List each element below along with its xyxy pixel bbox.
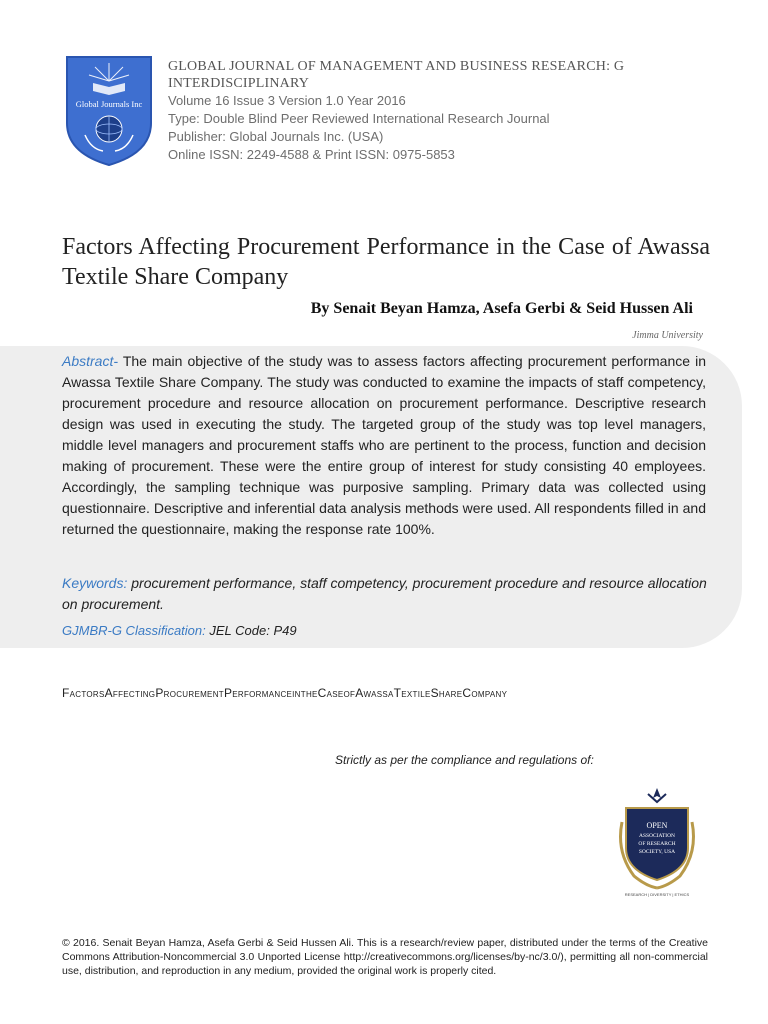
global-journals-logo xyxy=(63,53,155,167)
abstract-text: The main objective of the study was to assess factors affecting procurement performance in Awassa Textile Share Company. The study was conducted to examine the impacts of staff competency, procurement procedure and resource allocation on procurement performance. Descriptive research design was used in executing the study. The targeted group of the study was top level managers, middle level managers and procurement staffs who are pertinent to the process, function and decision making of procurement. These were the entire group of interest for study consisting 40 employees. Accordingly, the sampling technique was purposive sampling. Primary data was collected using questionnaire. Descriptive and inferential data analysis methods were used. All respondents filled in and returned the questionnaire, making the response rate 100%. xyxy=(62,353,706,537)
keywords xyxy=(62,573,712,615)
affiliation: Jimma University xyxy=(632,330,703,341)
keywords-label: Keywords: xyxy=(62,575,128,591)
logo-text: Global Journals Inc xyxy=(75,99,143,109)
journal-title-line1: GLOBAL JOURNAL OF MANAGEMENT AND BUSINESS RESEARCH: G xyxy=(168,59,625,74)
seal-line3: OF RESEARCH xyxy=(638,841,676,847)
journal-info xyxy=(168,58,688,164)
issn: Online ISSN: 2249-4588 & Print ISSN: 0975-5853 xyxy=(168,147,455,162)
seal-line2: ASSOCIATION xyxy=(638,833,676,839)
classification-text: JEL Code: P49 xyxy=(209,623,297,638)
seal-motto: RESEARCH | DIVERSITY | ETHICS xyxy=(624,892,690,897)
compliance-note: Strictly as per the compliance and regulations of: xyxy=(335,753,594,767)
abstract xyxy=(62,351,706,540)
journal-title-line2: INTERDISCIPLINARY xyxy=(168,76,310,91)
authors: By Senait Beyan Hamza, Asefa Gerbi & Seid Hussen Ali xyxy=(310,300,693,317)
seal-line4: SOCIETY, USA xyxy=(638,849,676,855)
copyright-notice: © 2016. Senait Beyan Hamza, Asefa Gerbi & Seid Hussen Ali. This is a research/review paper, distributed under the terms of the Creative Commons Attribution-Noncommercial 3.0 Unported License http://creativecommons.org/licenses/by-nc/3.0/), permitting all non-commercial use, distribution, and reproduction in any medium, provided the original work is properly cited. xyxy=(62,937,708,977)
classification-label: GJMBR-G Classification: xyxy=(62,623,206,638)
paper-title: Factors Affecting Procurement Performance in the Case of Awassa Textile Share Company xyxy=(62,234,710,290)
open-association-seal xyxy=(612,782,702,900)
seal-line1: OPEN xyxy=(646,821,668,830)
classification xyxy=(62,623,712,638)
journal-type: Type: Double Blind Peer Reviewed International Research Journal xyxy=(168,111,550,126)
abstract-label: Abstract- xyxy=(62,353,119,369)
keywords-text: procurement performance, staff competency, procurement procedure and resource allocation on procurement. xyxy=(62,575,707,612)
volume-info: Volume 16 Issue 3 Version 1.0 Year 2016 xyxy=(168,93,406,108)
publisher: Publisher: Global Journals Inc. (USA) xyxy=(168,129,384,144)
running-title: FactorsAffectingProcurementPerformanceintheCaseofAwassaTextileShareCompany xyxy=(62,686,508,700)
